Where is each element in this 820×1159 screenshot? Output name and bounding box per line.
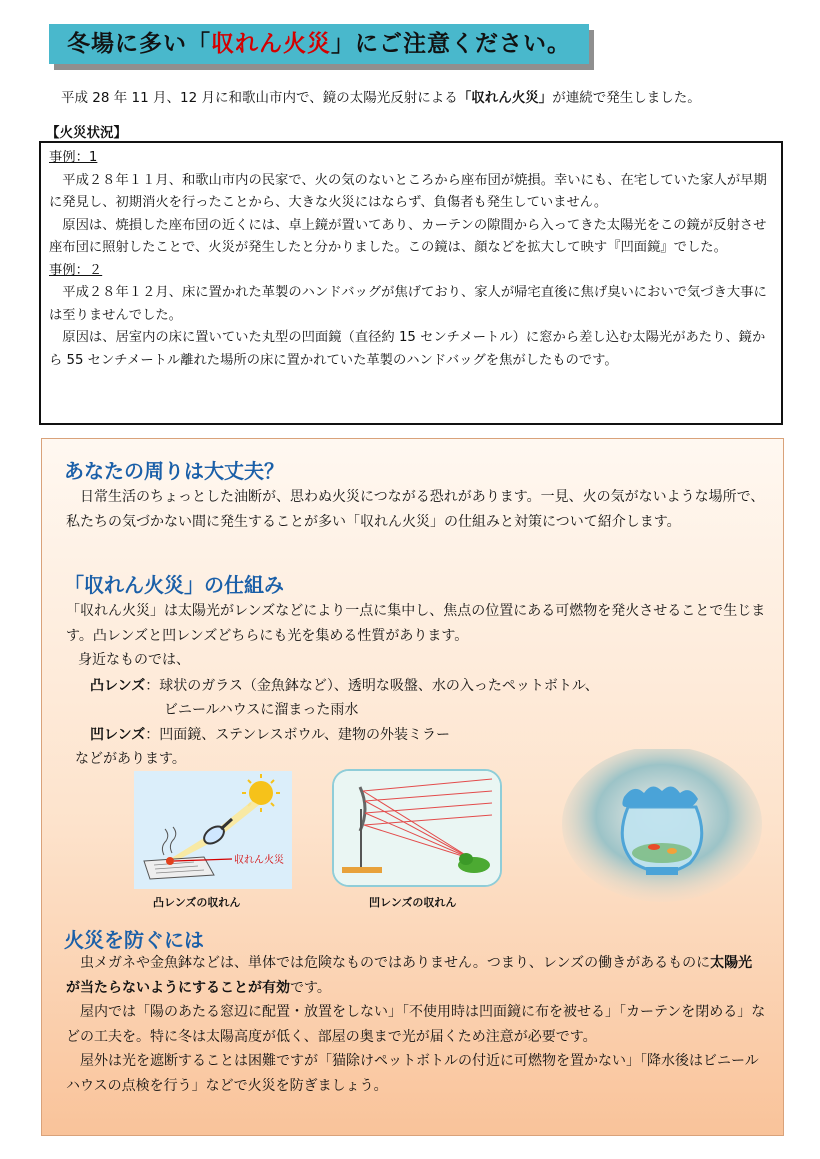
case2-p2: 原因は、居室内の床に置いていた丸型の凹面鏡（直径約 15 センチメートル）に窓から差し込む太陽光があたり、鏡から 55 センチメートル離れた場所の床に置かれていた革製のハンドバッグを焦がしたものです。 [49, 330, 766, 368]
convex-caption: 凸レンズの収れん [153, 896, 241, 909]
concave-line [90, 724, 450, 744]
concave-caption: 凹レンズの収れん [369, 896, 457, 909]
around-text [66, 485, 766, 534]
case-box [39, 141, 783, 425]
goldfish-bowl-image [562, 749, 762, 909]
prevent-p1 [66, 951, 766, 1000]
concave-mirror-figure [332, 769, 502, 891]
convex-label: 凸レンズ [90, 678, 146, 694]
section-heading: 【火災状況】 [46, 125, 127, 141]
fire-label: 収れん火災 [234, 855, 284, 866]
mechanism-line3: などがあります。 [75, 751, 186, 767]
page-title [49, 24, 589, 64]
convex-line2: ビニールハウスに溜まった雨水 [164, 702, 359, 718]
intro-text [61, 86, 701, 106]
convex-line [90, 675, 599, 695]
around-heading: あなたの周りは大丈夫？ [64, 459, 284, 483]
case2-label: 事例：２ [49, 262, 103, 278]
info-panel [41, 438, 784, 1136]
concave-text: ：凹面鏡、ステンレスボウル、建物の外装ミラー [145, 727, 450, 743]
intro-post: が連続で発生しました。 [552, 90, 701, 106]
prevent-p1-emph: 太陽光が当たらないようにすることが有効 [66, 955, 753, 996]
mechanism-line1: 「収れん火災」は太陽光がレンズなどにより一点に集中し、焦点の位置にある可燃物を発火させることで生じます。凸レンズと凹レンズどちらにも光を集める性質があります。 [66, 603, 766, 644]
case1-label: 事例：1 [49, 150, 98, 165]
prevent-p3: 屋外は光を遮断することは困難ですが「猫除けペットボトルの付近に可燃物を置かない」「降水後はビニールハウスの点検を行う」などで火災を防ぎましょう。 [66, 1053, 759, 1094]
case1-p2: 原因は、焼損した座布団の近くには、卓上鏡が置いてあり、カーテンの隙間から入ってきた太陽光をこの鏡が反射させ座布団に照射したことで、火災が発生したと分かりました。この鏡は、顔などを拡大して映す『凹面鏡』でした。 [49, 217, 767, 255]
convex-lens-illustration [134, 771, 292, 889]
intro-pre: 平成 28 年 11 月、12 月に和歌山市内で、鏡の太陽光反射による [61, 90, 458, 106]
convex-lens-figure [134, 771, 292, 893]
case1-p1: 平成２８年１１月、和歌山市内の民家で、火の気のないところから座布団が焼損。幸いにも、在宅していた家人が早期に発見し、初期消火を行ったことから、大きな火災にはならず、負傷者も発生していません。 [49, 172, 767, 210]
convex-text1: ：球状のガラス（金魚鉢など）、透明な吸盤、水の入ったペットボトル、 [145, 678, 599, 694]
prevent-text [66, 951, 766, 1098]
intro-emph: 「収れん火災」 [457, 90, 553, 106]
mechanism-text [66, 599, 766, 673]
title-pre: 冬場に多い「 [67, 31, 211, 57]
mechanism-line2: 身近なものでは、 [78, 652, 190, 668]
title-banner [49, 24, 589, 64]
prevent-p1-post: です。 [290, 979, 331, 996]
around-text-body: 日常生活のちょっとした油断が、思わぬ火災につながる恐れがあります。一見、火の気がないような場所で、私たちの気づかない間に発生することが多い「収れん火災」の仕組みと対策について紹介します。 [66, 489, 765, 530]
concave-mirror-illustration [332, 769, 502, 887]
goldfish-bowl-photo [562, 749, 762, 913]
concave-label: 凹レンズ [90, 727, 146, 743]
prevent-p2: 屋内では「陽のあたる窓辺に配置・放置をしない」「不使用時は凹面鏡に布を被せる」「カーテンを閉める」などの工夫を。特に冬は太陽高度が低く、部屋の奥まで光が届くため注意が必要です。 [66, 1004, 766, 1045]
title-post: 」にご注意ください。 [331, 31, 571, 57]
case2-p1: 平成２８年１２月、床に置かれた革製のハンドバッグが焦げており、家人が帰宅直後に焦げ臭いにおいで気づき大事には至りませんでした。 [49, 285, 767, 323]
prevent-heading: 火災を防ぐには [64, 928, 204, 952]
prevent-p1-pre: 虫メガネや金魚鉢などは、単体では危険なものではありません。つまり、レンズの働きがあるものに [80, 955, 711, 971]
title-highlight: 収れん火災 [211, 31, 331, 57]
mechanism-heading: 「収れん火災」の仕組み [64, 573, 284, 597]
